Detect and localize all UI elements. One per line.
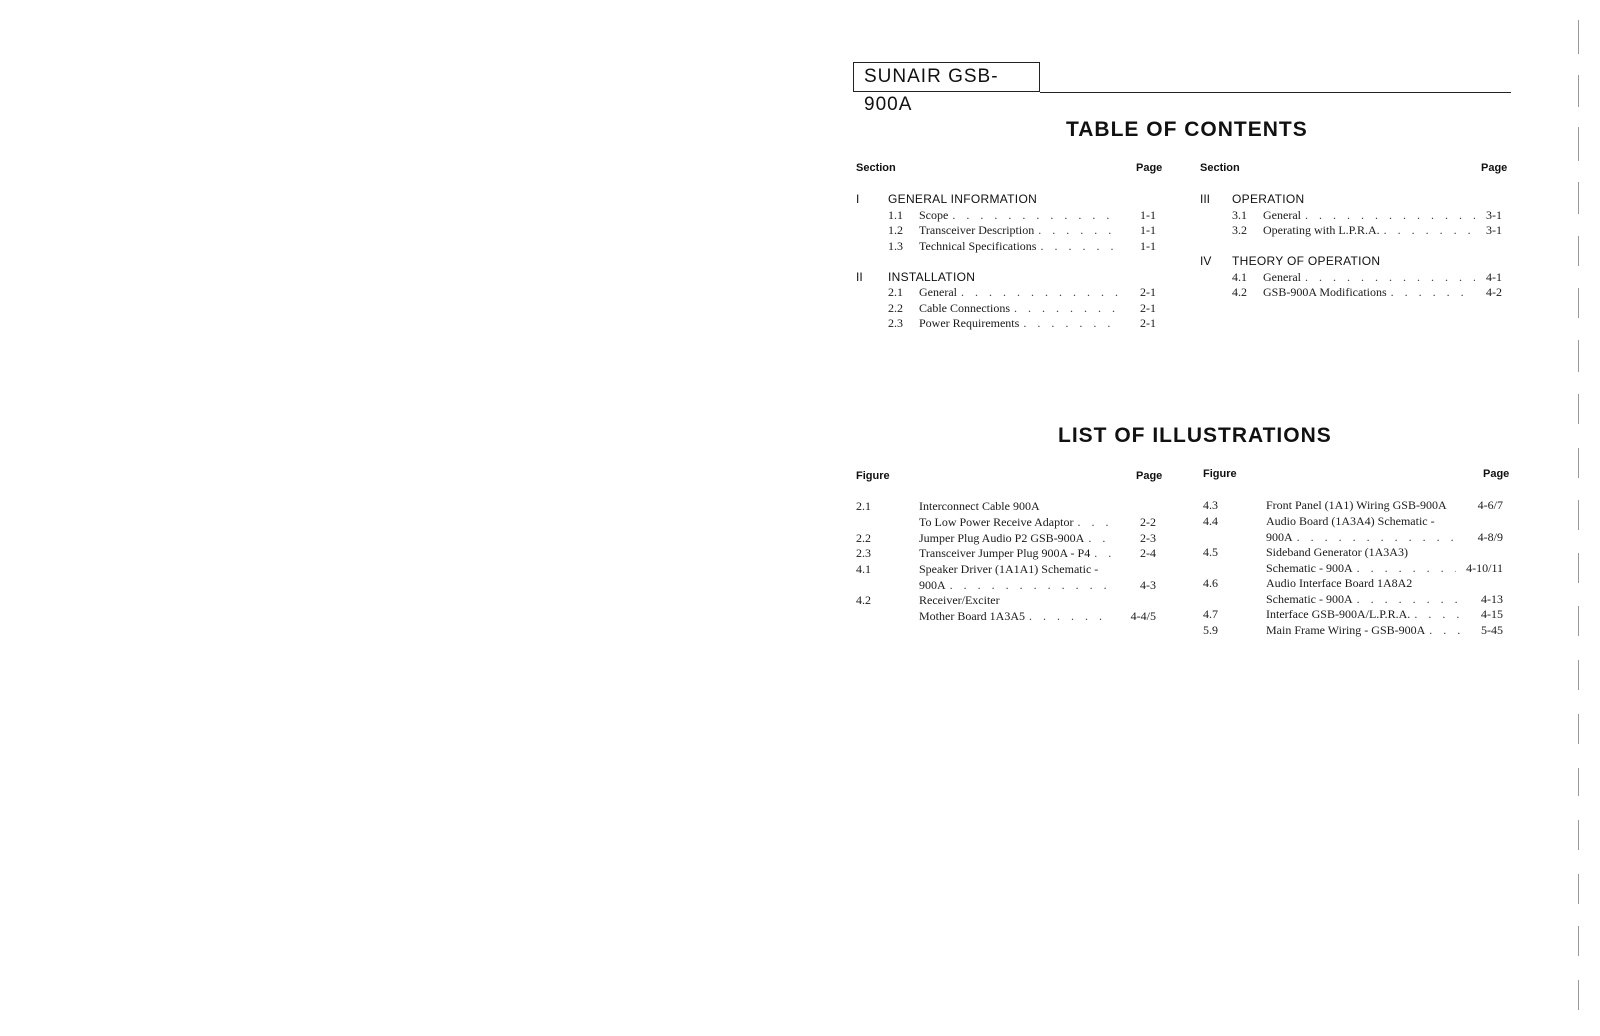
binder-edge-mark [1578,448,1579,478]
entry-title: Power Requirements [919,316,1020,330]
figure-entry[interactable] [856,546,1156,562]
figure-page: 2-4 [1140,546,1156,560]
entry-number: 4.1 [1232,270,1247,284]
figure-entry[interactable] [856,531,1156,547]
entry-number: 1.2 [888,223,903,237]
entry-title: Operating with L.P.R.A. [1263,223,1380,237]
figure-entry[interactable] [1203,498,1503,514]
leader-dots [1088,531,1111,547]
figure-entry[interactable] [1203,607,1503,623]
binder-edge-mark [1578,980,1579,1010]
figure-page: 4-13 [1481,592,1503,606]
figure-number: 4.7 [1203,607,1218,621]
toc-entry[interactable] [1232,222,1502,238]
loi-right-page-label: Page [1483,468,1510,480]
entry-page: 3-1 [1486,208,1502,222]
entry-number: 2.1 [888,285,903,299]
section-number: I [856,192,860,206]
header-rule [1040,92,1511,93]
figure-title-line: Front Panel (1A1) Wiring GSB-900A [1266,498,1447,512]
leader-dots [1305,269,1475,285]
entry-page: 1-1 [1140,239,1156,253]
entry-page: 4-1 [1486,270,1502,284]
entry-number: 3.1 [1232,208,1247,222]
figure-entry[interactable] [1203,514,1503,546]
figure-title-line: 900A [919,578,946,592]
section-title: THEORY OF OPERATION [1232,254,1381,268]
entry-page: 2-1 [1140,316,1156,330]
loi-left-page-label: Page [1136,470,1163,482]
figure-page: 4-6/7 [1477,498,1503,512]
entry-number: 1.3 [888,239,903,253]
figure-title-line: Sideband Generator (1A3A3) [1266,545,1408,559]
leader-dots [1357,592,1466,608]
toc-entry[interactable] [1232,284,1502,300]
binder-edge-mark [1578,340,1579,372]
loi-left-figure-label: Figure [856,470,890,482]
figure-title-line: Audio Board (1A3A4) Schematic - [1266,514,1435,528]
binder-edge-mark [1578,20,1579,54]
brand-label: SUNAIR GSB-900A [853,62,1040,92]
figure-number: 2.3 [856,546,871,560]
figure-entry[interactable] [856,499,1156,531]
figure-title-line: Schematic - 900A [1266,561,1353,575]
entry-number: 1.1 [888,208,903,222]
toc-left-section-label: Section [856,162,896,174]
figure-number: 4.1 [856,562,871,576]
toc-entry[interactable] [888,284,1156,300]
entry-number: 2.2 [888,301,903,315]
toc-entry[interactable] [888,222,1156,238]
figure-page: 4-4/5 [1130,609,1156,623]
leader-dots [952,207,1119,223]
entry-title: Technical Specifications [919,239,1037,253]
toc-entry[interactable] [888,300,1156,316]
leader-dots [1357,561,1456,577]
entry-title: GSB-900A Modifications [1263,285,1387,299]
figure-title-line: Mother Board 1A3A5 [919,609,1025,623]
entry-title: Scope [919,208,949,222]
figure-title-line: Speaker Driver (1A1A1) Schematic - [919,562,1099,576]
loi-right-figure-label: Figure [1203,468,1237,480]
entry-page: 2-1 [1140,285,1156,299]
binder-edge-mark [1578,553,1579,583]
leader-dots [961,284,1119,300]
toc-right-page-label: Page [1481,162,1508,174]
figure-title-line: Audio Interface Board 1A8A2 [1266,576,1413,590]
figure-number: 5.9 [1203,623,1218,637]
entry-page: 3-1 [1486,223,1502,237]
entry-page: 1-1 [1140,208,1156,222]
binder-edge-mark [1578,606,1579,636]
figure-entry[interactable] [1203,576,1503,608]
toc-heading: TABLE OF CONTENTS [1066,118,1308,141]
leader-dots [1384,222,1475,238]
entry-title: General [1263,208,1301,222]
toc-entry[interactable] [1232,269,1502,285]
binder-edge-mark [1578,182,1579,214]
figure-number: 4.5 [1203,545,1218,559]
section-number: III [1200,192,1211,206]
figure-number: 4.2 [856,593,871,607]
binder-edge-mark [1578,714,1579,744]
leader-dots [1029,609,1111,625]
figure-page: 4-10/11 [1466,561,1503,575]
leader-dots [1023,315,1119,331]
toc-left-page-label: Page [1136,162,1163,174]
figure-entry[interactable] [856,593,1156,625]
figure-number: 4.4 [1203,514,1218,528]
section-number: IV [1200,254,1212,268]
toc-entry[interactable] [888,238,1156,254]
figure-title-line: Interconnect Cable 900A [919,499,1040,513]
entry-number: 4.2 [1232,285,1247,299]
toc-entry[interactable] [1232,207,1502,223]
leader-dots [1077,515,1111,531]
binder-edge-mark [1578,394,1579,424]
leader-dots [1038,222,1119,238]
entry-title: General [919,285,957,299]
figure-page: 4-15 [1481,607,1503,621]
entry-page: 4-2 [1486,285,1502,299]
leader-dots [1094,546,1111,562]
figure-title-line: To Low Power Receive Adaptor [919,515,1074,529]
section-title: GENERAL INFORMATION [888,192,1038,206]
figure-number: 2.2 [856,531,871,545]
section-number: II [856,270,863,284]
entry-page: 1-1 [1140,223,1156,237]
binder-edge-mark [1578,768,1579,796]
entry-number: 3.2 [1232,223,1247,237]
binder-edge-mark [1578,874,1579,904]
figure-number: 4.3 [1203,498,1218,512]
figure-title-line: 900A [1266,530,1293,544]
binder-edge-mark [1578,820,1579,850]
leader-dots [950,578,1111,594]
entry-title: Transceiver Description [919,223,1035,237]
loi-heading: LIST OF ILLUSTRATIONS [1058,424,1332,447]
figure-page: 4-8/9 [1477,530,1503,544]
entry-title: General [1263,270,1301,284]
binder-edge-mark [1578,288,1579,318]
leader-dots [1297,530,1464,546]
figure-title-line: Receiver/Exciter [919,593,1000,607]
entry-number: 2.3 [888,316,903,330]
figure-page: 4-3 [1140,578,1156,592]
entry-page: 2-1 [1140,301,1156,315]
toc-entry[interactable] [888,207,1156,223]
section-title: OPERATION [1232,192,1305,206]
figure-entry[interactable] [1203,545,1503,577]
leader-dots [1391,284,1475,300]
entry-title: Cable Connections [919,301,1010,315]
binder-edge-mark [1578,660,1579,690]
figure-number: 2.1 [856,499,871,513]
figure-entry[interactable] [1203,623,1503,639]
figure-page: 2-3 [1140,531,1156,545]
binder-edge-mark [1578,127,1579,161]
figure-entry[interactable] [856,562,1156,594]
figure-title-line: Main Frame Wiring - GSB-900A [1266,623,1426,637]
toc-right-section-label: Section [1200,162,1240,174]
section-title: INSTALLATION [888,270,976,284]
leader-dots [1040,238,1119,254]
figure-page: 2-2 [1140,515,1156,529]
binder-edge-mark [1578,75,1579,107]
figure-title-line: Interface GSB-900A/L.P.R.A. [1266,607,1411,621]
binder-edge-mark [1578,926,1579,956]
figure-title-line: Schematic - 900A [1266,592,1353,606]
figure-number: 4.6 [1203,576,1218,590]
figure-title-line: Transceiver Jumper Plug 900A - P4 [919,546,1091,560]
binder-edge-mark [1578,500,1579,530]
figure-title-line: Jumper Plug Audio P2 GSB-900A [919,531,1085,545]
leader-dots [1014,300,1119,316]
figure-page: 5-45 [1481,623,1503,637]
toc-entry[interactable] [888,315,1156,331]
leader-dots [1305,207,1475,223]
binder-edge-mark [1578,236,1579,266]
